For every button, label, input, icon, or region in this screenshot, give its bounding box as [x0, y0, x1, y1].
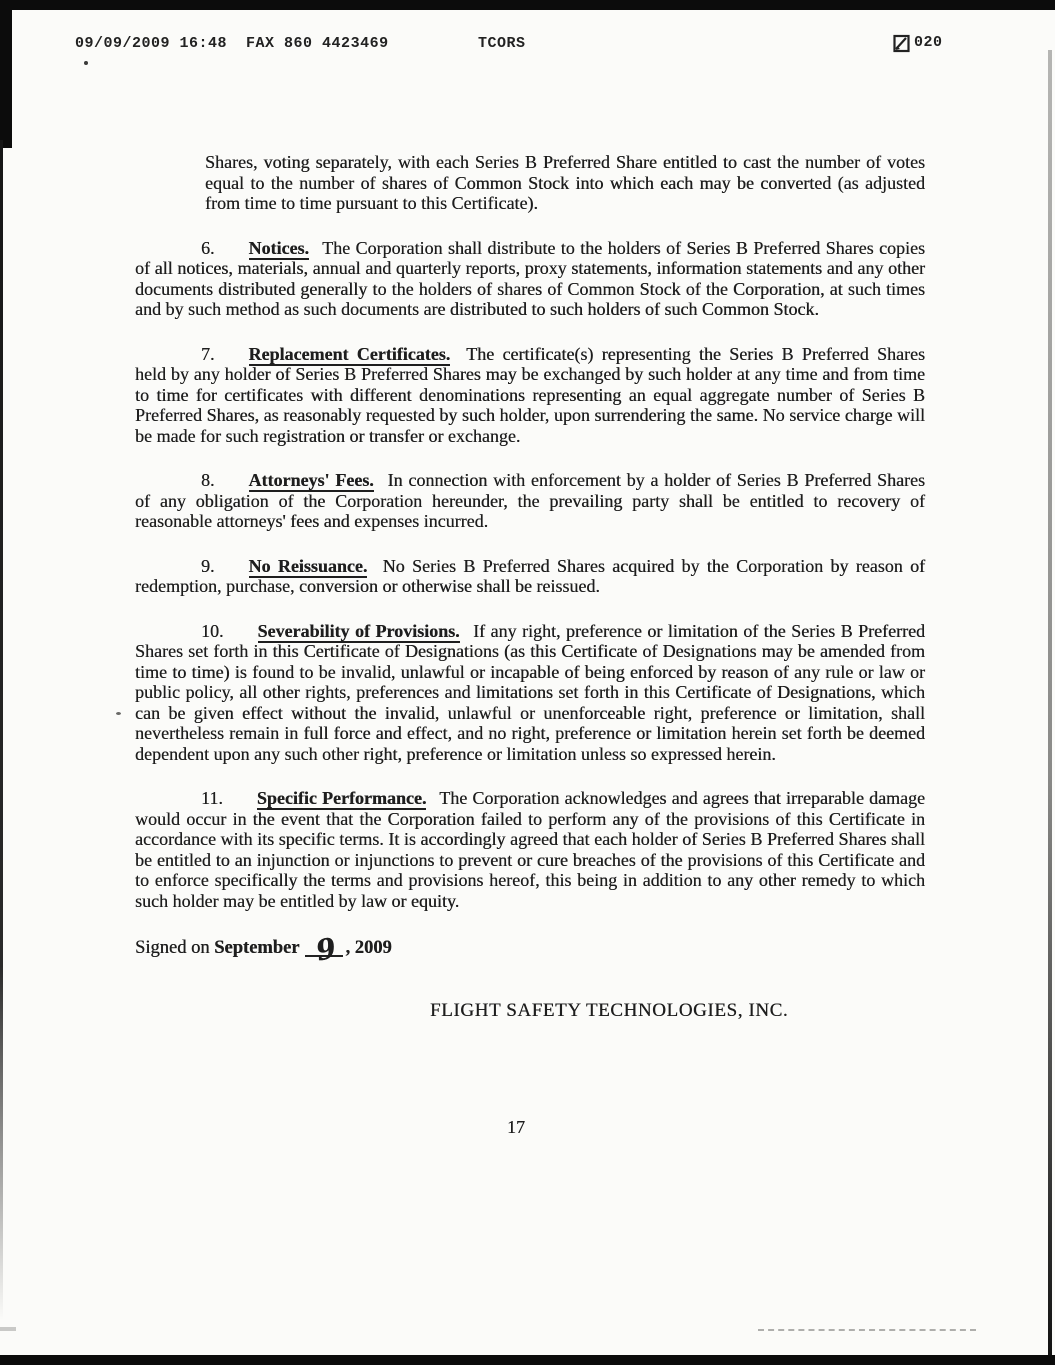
scan-mark-bottom-left: [0, 1327, 16, 1331]
section-number: 11.: [201, 788, 223, 808]
handwritten-day: 9: [312, 931, 339, 968]
fax-timestamp: 09/09/2009 16:48: [75, 35, 228, 52]
section-number: 6.: [201, 237, 215, 258]
section-11-specific-performance: [135, 788, 925, 911]
scan-edge-right: [1048, 50, 1052, 1365]
section-text: The Corporation shall distribute to the holders of Series B Preferred Shares copies of all notices, materials, annual and quarterly reports, proxy statements, information statements and any other documents distributed generally to the holders of shares of Common Stock of the Corporation, at such times and by such method as such documents are distributed to such holders of such Common Stock.: [135, 237, 925, 319]
section-number: 8.: [201, 470, 215, 490]
dashed-signature-rule: [758, 1329, 976, 1331]
scan-speck: [116, 712, 121, 715]
section-text: The Corporation acknowledges and agrees that irreparable damage would occur in the event that the Corporation failed to perform any of the provisions of this Certificate in accordance with its specific terms. It is accordingly agreed that each holder of Series B Preferred Shares shall be entitled to an injunction or injunctions to prevent or cure breaches of the provisions of this Certificate and to enforce specifically the terms and provisions hereof, this being in addition to any other remedy to which such holder may be entitled by law or equity.: [135, 788, 925, 911]
section-heading: No Reissuance.: [248, 555, 368, 576]
signature-year: , 2009: [345, 938, 392, 958]
section-text: In connection with enforcement by a holder of Series B Preferred Shares of any obligation of the Corporation hereunder, the prevailing party shall be entitled to recovery of reasonable attorneys' fees and expenses incurred.: [135, 470, 925, 531]
section-8-attorneys-fees: [135, 470, 925, 532]
page-number: 17: [507, 1117, 525, 1137]
section-text: The certificate(s) representing the Series B Preferred Shares held by any holder of Series B Preferred Shares may be exchanged by such holder at any time and from time to time for certificates with different denominations representing an equal aggregate number of Series B Preferred Shares, as reasonably requested by such holder, upon surrendering the same. No service charge will be made for such registration or transfer or exchange.: [135, 343, 925, 446]
fax-sender-label: TCORS: [478, 35, 526, 52]
scan-edge-top-left-corner: [0, 0, 12, 148]
section-number: 7.: [201, 343, 215, 364]
section-heading: Severability of Provisions.: [257, 620, 460, 641]
fax-page-counter: [893, 33, 943, 52]
signature-month: September: [214, 938, 300, 958]
section-9-no-reissuance: [135, 556, 925, 597]
company-name: FLIGHT SAFETY TECHNOLOGIES, INC.: [430, 999, 789, 1021]
fax-number: FAX 860 4423469: [246, 35, 389, 52]
fax-page-icon: [893, 34, 910, 53]
section-heading: Replacement Certificates.: [248, 343, 451, 364]
document-body: [135, 152, 925, 1138]
section-6-notices: [135, 238, 925, 320]
section-10-severability: [135, 621, 925, 765]
scan-edge-top: [0, 0, 1055, 10]
signed-on-label: Signed on: [135, 938, 215, 958]
fax-timestamp-and-number: [75, 35, 389, 52]
fax-transmission-header: [0, 33, 1055, 63]
signature-date-line: [135, 931, 925, 968]
scan-edge-left: [0, 140, 3, 1320]
fax-page-counter-value: 020: [914, 34, 943, 51]
section-heading: Attorneys' Fees.: [248, 470, 374, 490]
continuation-paragraph: Shares, voting separately, with each Series B Preferred Share entitled to cast the number of votes equal to the number of shares of Common Stock into which each may be converted (as adjusted from time to time pursuant to this Certificate).: [205, 152, 925, 213]
section-number: 9.: [201, 555, 215, 576]
section-heading: Notices.: [248, 237, 309, 258]
section-text: If any right, preference or limitation of the Series B Preferred Shares set forth in this Certificate of Designations (as this Certificate of Designations may be amended from time to time) is found to be invalid, unlawful or incapable of being enforced by reason of any rule or law or public policy, all other rights, preferences and limitations set forth in this Certificate of Designations, which can be given effect without the invalid, unlawful or unenforceable right, preference or limitation, shall nevertheless remain in full force and effect, and no right, preference or limitation herein set forth be deemed dependent upon any such other right, preference or limitation unless so expressed herein.: [135, 620, 926, 764]
section-7-replacement-certificates: [135, 344, 925, 447]
section-heading: Specific Performance.: [256, 788, 427, 808]
handwritten-day-slot: [305, 931, 343, 968]
scan-edge-bottom: [0, 1355, 1055, 1365]
section-text: No Series B Preferred Shares acquired by the Corporation by reason of redemption, purchase, conversion or otherwise shall be reissued.: [135, 555, 926, 596]
section-number: 10.: [201, 620, 224, 641]
